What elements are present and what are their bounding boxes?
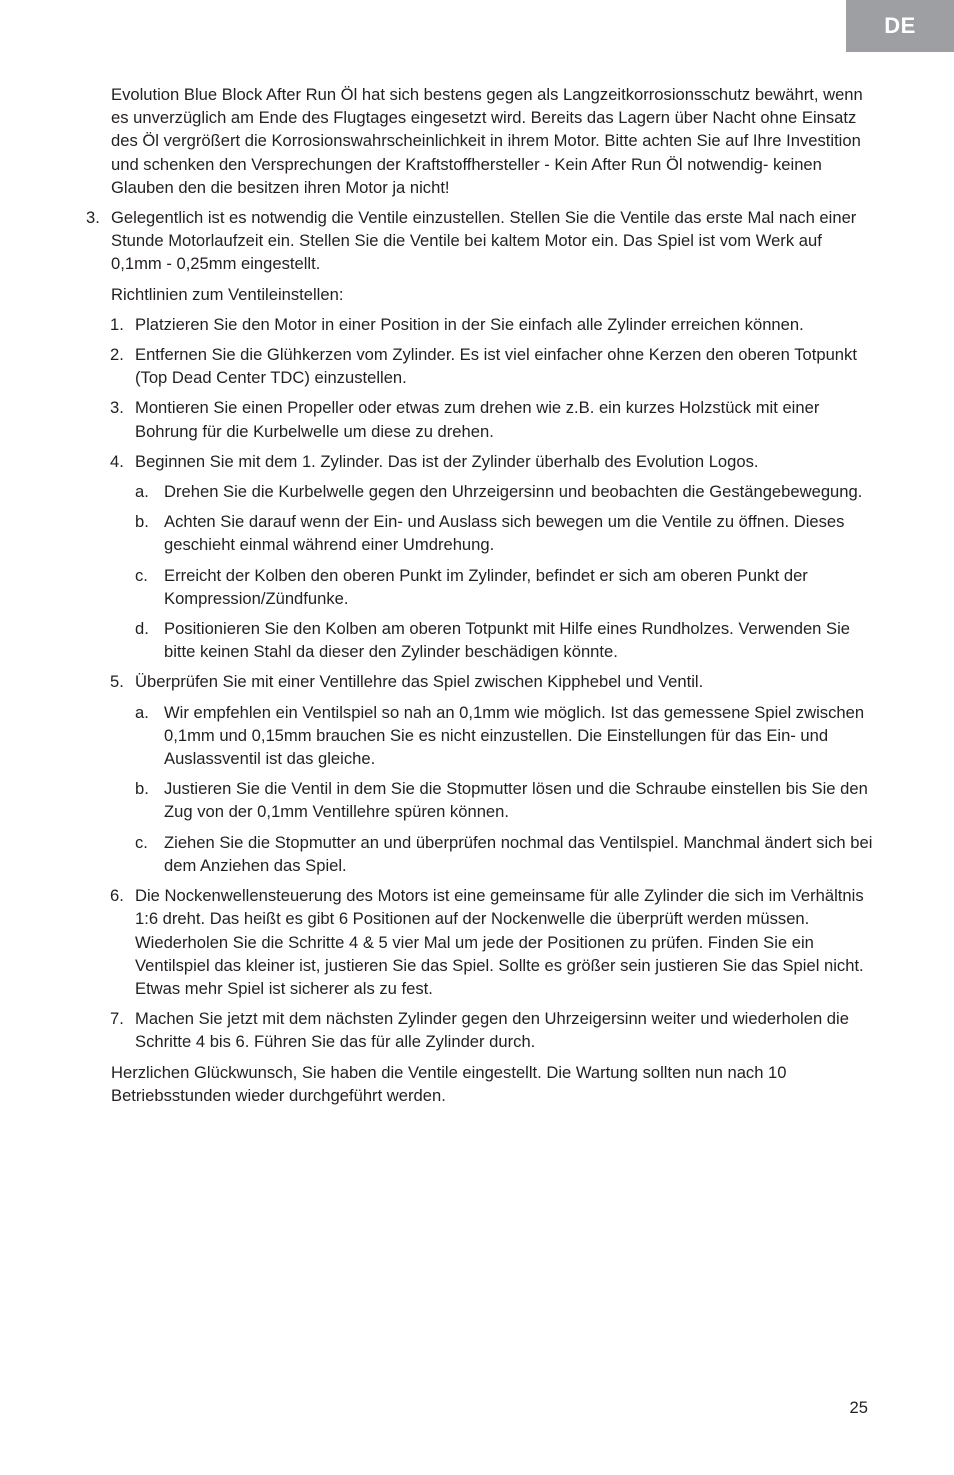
- page-content: [0, 83, 954, 1114]
- guidelines-heading: Richtlinien zum Ventileinstellen:: [111, 284, 344, 304]
- step-5-sub-b: [135, 777, 874, 823]
- substep-text: Wir empfehlen ein Ventilspiel so nah an 0,1mm wie möglich. Ist das gemessene Spiel zwischen 0,1mm und 0,15mm brauchen Sie es nicht einzustellen. Die Einstellungen für das Ein- und Auslassventil ist das gleiche.: [164, 702, 865, 769]
- step-marker: 7.: [110, 1009, 124, 1029]
- intro-paragraph: Evolution Blue Block After Run Öl hat sich bestens gegen als Langzeitkorrosionsschutz bewährt, wenn es unverzüglich am Ende des Flugtages eingesetzt wird. Bereits das Lagern über Nacht ohne Einsatz des Öl vergrößert die Korrosionswahrscheinlichkeit in ihrem Motor. Bitte achten Sie auf Ihre Investition und schenken den Versprechungen der Kraftstoffhersteller - Kein After Run Öl notwendig- keinen Glauben den die besitzen ihren Motor ja nicht!: [111, 85, 863, 197]
- step-text: Überprüfen Sie mit einer Ventillehre das Spiel zwischen Kipphebel und Ventil.: [135, 672, 704, 692]
- substep-marker: d.: [135, 619, 149, 639]
- step-marker: 3.: [110, 398, 124, 418]
- step-4-sub-b: [135, 510, 874, 556]
- substep-marker: b.: [135, 512, 149, 532]
- substep-marker: a.: [135, 482, 149, 502]
- substep-marker: a.: [135, 702, 149, 722]
- substep-marker: c.: [135, 832, 148, 852]
- page-number: 25: [849, 1398, 868, 1417]
- substep-marker: b.: [135, 779, 149, 799]
- step-4-sub-a: [135, 480, 874, 503]
- step-marker: 4.: [110, 451, 124, 471]
- step-text: Die Nockenwellensteuerung des Motors ist eine gemeinsame für alle Zylinder die sich im Verhältnis 1:6 dreht. Das heißt es gibt 6 Positionen auf der Nockenwelle die überprüft werden müssen. Wiederholen Sie die Schritte 4 & 5 vier Mal um jede der Positionen zu prüfen. Finden Sie ein Ventilspiel das kleiner ist, justieren Sie das Spiel. Sollte es größer sein justieren Sie das Spiel nicht. Etwas mehr Spiel ist sicherer als zu fest.: [135, 886, 864, 998]
- list-item-3: [86, 206, 871, 276]
- list-item-text: Gelegentlich ist es notwendig die Ventile einzustellen. Stellen Sie die Ventile das erste Mal nach einer Stunde Motorlaufzeit ein. Stellen Sie die Ventile bei kaltem Motor ein. Das Spiel ist vom Werk auf 0,1mm - 0,25mm eingestellt.: [111, 208, 857, 274]
- step-4-sub-c: [135, 564, 874, 610]
- step-1: [110, 313, 871, 336]
- step-5-sub-c: [135, 831, 874, 877]
- step-text: Machen Sie jetzt mit dem nächsten Zylinder gegen den Uhrzeigersinn weiter und wiederholen die Schritte 4 bis 6. Führen Sie das für alle Zylinder durch.: [135, 1009, 849, 1052]
- step-4: [110, 450, 871, 473]
- substep-text: Justieren Sie die Ventil in dem Sie die Stopmutter lösen und die Schraube einstellen bis Sie den Zug von der 0,1mm Ventillehre spüren können.: [164, 779, 868, 822]
- substep-text: Ziehen Sie die Stopmutter an und überprüfen nochmal das Ventilspiel. Manchmal ändert sich bei dem Anziehen das Spiel.: [164, 832, 873, 875]
- list-marker: 3.: [86, 208, 100, 228]
- step-marker: 5.: [110, 672, 124, 692]
- substep-marker: c.: [135, 565, 148, 585]
- step-5-sub-a: [135, 701, 874, 771]
- step-text: Entfernen Sie die Glühkerzen vom Zylinder. Es ist viel einfacher ohne Kerzen den oberen Totpunkt (Top Dead Center TDC) einzustellen.: [135, 345, 857, 388]
- substep-text: Positionieren Sie den Kolben am oberen Totpunkt mit Hilfe eines Rundholzes. Verwenden Sie bitte keinen Stahl da dieser den Zylinder beschädigen könnte.: [164, 619, 850, 662]
- closing-paragraph: Herzlichen Glückwunsch, Sie haben die Ventile eingestellt. Die Wartung sollten nun nach 10 Betriebsstunden wieder durchgeführt werden.: [111, 1062, 787, 1105]
- substep-text: Drehen Sie die Kurbelwelle gegen den Uhrzeigersinn und beobachten die Gestängebewegung.: [164, 482, 863, 502]
- step-text: Platzieren Sie den Motor in einer Position in der Sie einfach alle Zylinder erreichen können.: [135, 314, 804, 334]
- step-marker: 1.: [110, 314, 124, 334]
- step-4-sub-d: [135, 617, 874, 663]
- step-6: [110, 884, 871, 1000]
- step-5: [110, 670, 871, 693]
- substep-text: Achten Sie darauf wenn der Ein- und Auslass sich bewegen um die Ventile zu öffnen. Dieses geschieht einmal während einer Umdrehung.: [164, 512, 845, 555]
- step-2: [110, 343, 871, 389]
- step-text: Montieren Sie einen Propeller oder etwas zum drehen wie z.B. ein kurzes Holzstück mit einer Bohrung für die Kurbelwelle um diese zu drehen.: [135, 398, 820, 441]
- step-marker: 6.: [110, 886, 124, 906]
- language-tab: DE: [846, 0, 954, 52]
- step-7: [110, 1007, 871, 1053]
- step-3: [110, 396, 871, 442]
- substep-text: Erreicht der Kolben den oberen Punkt im Zylinder, befindet er sich am oberen Punkt der Kompression/Zündfunke.: [164, 565, 808, 608]
- step-marker: 2.: [110, 345, 124, 365]
- step-text: Beginnen Sie mit dem 1. Zylinder. Das ist der Zylinder überhalb des Evolution Logos.: [135, 451, 759, 471]
